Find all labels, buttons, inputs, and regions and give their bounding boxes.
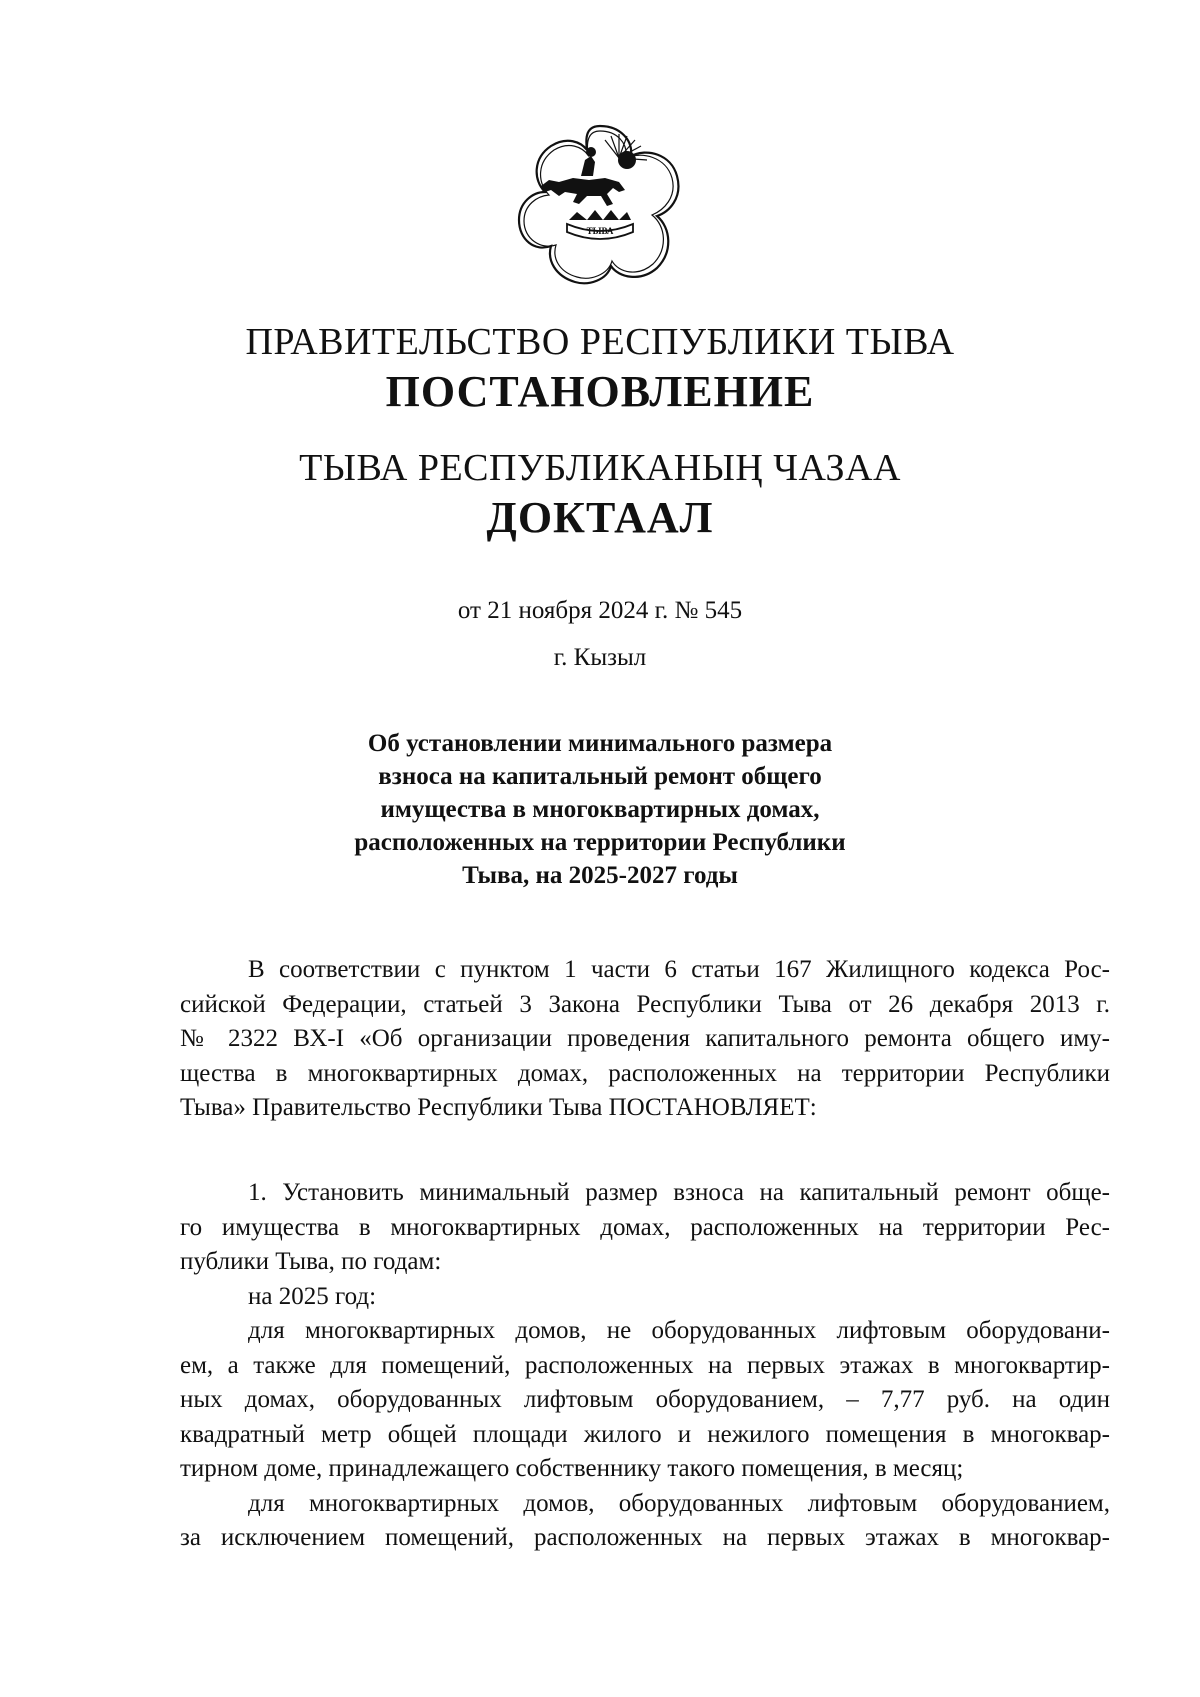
- clause-1: [180, 1176, 1110, 1556]
- text-line: Тыва» Правительство Республики Тыва ПОСТАНОВЛЯЕТ:: [180, 1094, 817, 1121]
- text-line: тирном доме, принадлежащего собственнику такого помещения, в месяц;: [180, 1455, 964, 1482]
- government-title-ru: ПРАВИТЕЛЬСТВО РЕСПУБЛИКИ ТЫВА: [245, 321, 955, 363]
- text-line: за исключением помещений, расположенных на первых этажах в многоквар-: [180, 1524, 1110, 1551]
- text-line: 1. Установить минимальный размер взноса на капитальный ремонт обще-: [248, 1179, 1110, 1206]
- text-line: публики Тыва, по годам:: [180, 1248, 442, 1275]
- text-line: сийской Федерации, статьей 3 Закона Республики Тыва от 26 декабря 2013 г.: [180, 990, 1110, 1018]
- text-line: № 2322 ВХ-I «Об организации проведения капитального ремонта общего иму-: [180, 1025, 1110, 1052]
- title-line: Об установлении минимального размера: [367, 730, 833, 757]
- text-line: ем, а также для помещений, расположенных на первых этажах в многоквартир-: [180, 1351, 1110, 1379]
- text-line: го имущества в многоквартирных домах, расположенных на территории Рес-: [180, 1213, 1110, 1241]
- document-date-number: от 21 ноября 2024 г. № 545: [457, 597, 743, 624]
- text-line: щества в многоквартирных домах, расположенных на территории Республики: [180, 1059, 1110, 1087]
- tyva-coat-of-arms-icon: [515, 120, 685, 288]
- title-line: имущества в многоквартирных домах,: [380, 796, 820, 823]
- text-line: для многоквартирных домов, не оборудованных лифтовым оборудовани-: [248, 1317, 1110, 1344]
- document-city: г. Кызыл: [553, 644, 647, 671]
- title-line: взноса на капитальный ремонт общего: [378, 763, 822, 790]
- document-type-tyv: ДОКТААЛ: [486, 493, 714, 542]
- text-line: квадратный метр общей площади жилого и нежилого помещения в многоквар-: [180, 1420, 1110, 1448]
- document-title: [300, 727, 900, 892]
- text-line: для многоквартирных домов, оборудованных лифтовым оборудованием,: [248, 1489, 1110, 1517]
- government-title-tyv: ТЫВА РЕСПУБЛИКАНЫҢ ЧАЗАА: [299, 447, 901, 489]
- text-line: В соответствии с пунктом 1 части 6 статьи 167 Жилищного кодекса Рос-: [248, 956, 1110, 983]
- text-line: ных домах, оборудованных лифтовым оборудованием, – 7,77 руб. на один: [180, 1386, 1110, 1413]
- preamble-paragraph: [180, 953, 1110, 1126]
- text-line: на 2025 год:: [248, 1282, 377, 1310]
- title-line: Тыва, на 2025-2027 годы: [462, 862, 738, 889]
- document-type-ru: ПОСТАНОВЛЕНИЕ: [385, 367, 815, 416]
- emblem-text: ТЫВА: [586, 226, 614, 236]
- title-line: расположенных на территории Республики: [354, 829, 846, 856]
